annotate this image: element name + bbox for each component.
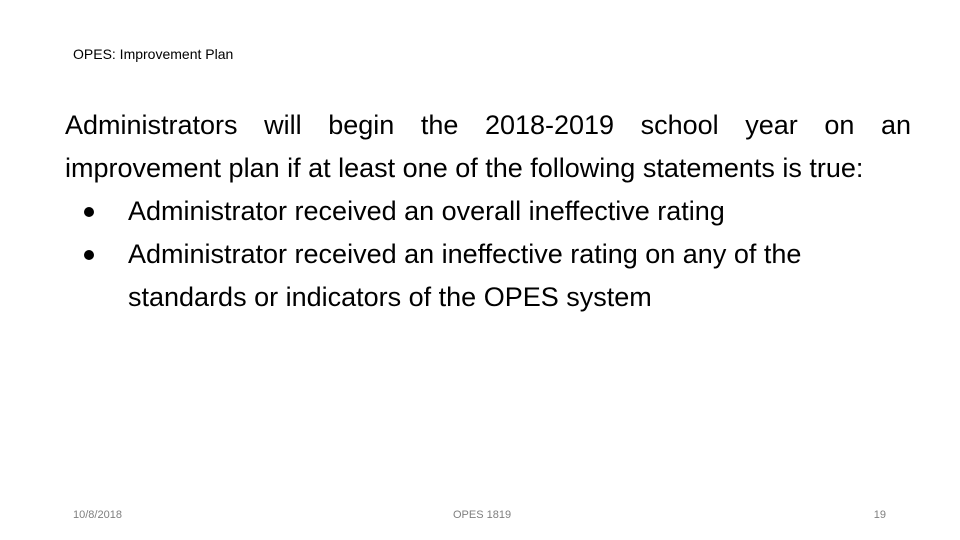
bullet-dot-icon — [75, 233, 128, 276]
slide-body — [65, 104, 911, 319]
intro-paragraph: Administrators will begin the 2018-2019 school year on an improvement plan if at least one of the following statements is true: — [65, 110, 911, 183]
footer-date: 10/8/2018 — [73, 509, 122, 521]
bullet-item — [75, 233, 911, 319]
bullet-dot-icon — [75, 190, 128, 233]
bullet-text: Administrator received an overall ineffective rating — [128, 196, 725, 226]
footer-center-text: OPES 1819 — [453, 509, 512, 521]
page-number: 19 — [873, 509, 886, 521]
bullet-text: Administrator received an ineffective rating on any of the standards or indicators of the OPES system — [128, 239, 802, 312]
bullet-list — [65, 190, 911, 319]
slide-title: OPES: Improvement Plan — [73, 46, 234, 62]
bullet-item — [75, 190, 911, 233]
